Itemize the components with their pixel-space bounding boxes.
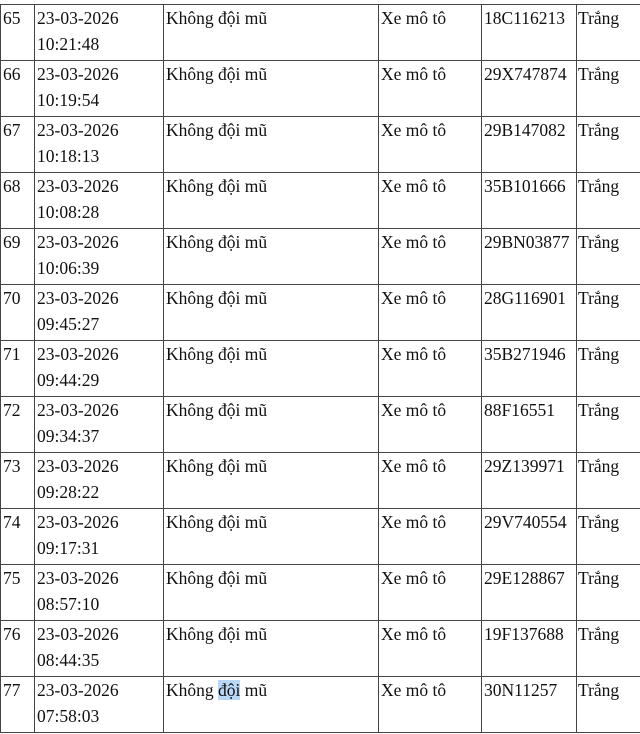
row-number: 67 <box>1 117 35 173</box>
row-number: 66 <box>1 61 35 117</box>
row-number: 71 <box>1 341 35 397</box>
selected-text-highlight[interactable]: đội <box>218 680 241 700</box>
license-plate-cell: 88F16551 <box>482 397 577 453</box>
vehicle-type-cell: Xe mô tô <box>379 5 482 61</box>
row-number: 75 <box>1 565 35 621</box>
date-text: 23-03-2026 <box>37 344 119 364</box>
violation-cell <box>164 677 379 733</box>
date-text: 23-03-2026 <box>37 680 119 700</box>
table-row <box>1 117 640 173</box>
table-row <box>1 229 640 285</box>
timestamp-cell <box>35 117 164 173</box>
license-plate-cell: 35B101666 <box>482 173 577 229</box>
table-row <box>1 5 640 61</box>
row-number: 69 <box>1 229 35 285</box>
violation-cell: Không đội mũ <box>164 453 379 509</box>
time-text: 10:21:48 <box>37 34 100 54</box>
vehicle-type-cell: Xe mô tô <box>379 677 482 733</box>
time-text: 10:08:28 <box>37 202 100 222</box>
row-number: 65 <box>1 5 35 61</box>
table-row <box>1 397 640 453</box>
vehicle-type-cell: Xe mô tô <box>379 117 482 173</box>
table-row <box>1 453 640 509</box>
row-number: 76 <box>1 621 35 677</box>
plate-color-cell: Trắng <box>577 341 640 397</box>
plate-color-cell: Trắng <box>577 509 640 565</box>
vehicle-type-cell: Xe mô tô <box>379 453 482 509</box>
table-row <box>1 565 640 621</box>
plate-color-cell: Trắng <box>577 285 640 341</box>
violation-cell: Không đội mũ <box>164 509 379 565</box>
timestamp-cell <box>35 509 164 565</box>
violation-cell: Không đội mũ <box>164 229 379 285</box>
license-plate-cell: 28G116901 <box>482 285 577 341</box>
vehicle-type-cell: Xe mô tô <box>379 173 482 229</box>
timestamp-cell <box>35 453 164 509</box>
violation-cell: Không đội mũ <box>164 341 379 397</box>
time-text: 10:06:39 <box>37 258 100 278</box>
time-text: 10:19:54 <box>37 90 100 110</box>
violation-text-after: mũ <box>240 680 268 700</box>
timestamp-cell <box>35 677 164 733</box>
plate-color-cell: Trắng <box>577 5 640 61</box>
date-text: 23-03-2026 <box>37 400 119 420</box>
license-plate-cell: 29E128867 <box>482 565 577 621</box>
row-number: 73 <box>1 453 35 509</box>
time-text: 09:17:31 <box>37 538 100 558</box>
table-row <box>1 341 640 397</box>
time-text: 10:18:13 <box>37 146 100 166</box>
vehicle-type-cell: Xe mô tô <box>379 621 482 677</box>
time-text: 09:45:27 <box>37 314 100 334</box>
vehicle-type-cell: Xe mô tô <box>379 509 482 565</box>
timestamp-cell <box>35 5 164 61</box>
plate-color-cell: Trắng <box>577 453 640 509</box>
row-number: 74 <box>1 509 35 565</box>
license-plate-cell: 29Z139971 <box>482 453 577 509</box>
license-plate-cell: 29B147082 <box>482 117 577 173</box>
date-text: 23-03-2026 <box>37 456 119 476</box>
license-plate-cell: 30N11257 <box>482 677 577 733</box>
violation-cell: Không đội mũ <box>164 61 379 117</box>
violation-cell: Không đội mũ <box>164 565 379 621</box>
license-plate-cell: 29X747874 <box>482 61 577 117</box>
date-text: 23-03-2026 <box>37 64 119 84</box>
date-text: 23-03-2026 <box>37 8 119 28</box>
timestamp-cell <box>35 229 164 285</box>
table-row <box>1 285 640 341</box>
plate-color-cell: Trắng <box>577 173 640 229</box>
vehicle-type-cell: Xe mô tô <box>379 341 482 397</box>
date-text: 23-03-2026 <box>37 232 119 252</box>
vehicle-type-cell: Xe mô tô <box>379 61 482 117</box>
violation-table <box>0 4 640 733</box>
table-row <box>1 677 640 733</box>
timestamp-cell <box>35 621 164 677</box>
license-plate-cell: 35B271946 <box>482 341 577 397</box>
violation-cell: Không đội mũ <box>164 117 379 173</box>
timestamp-cell <box>35 61 164 117</box>
violation-cell: Không đội mũ <box>164 173 379 229</box>
date-text: 23-03-2026 <box>37 568 119 588</box>
vehicle-type-cell: Xe mô tô <box>379 397 482 453</box>
table-row <box>1 621 640 677</box>
plate-color-cell: Trắng <box>577 565 640 621</box>
date-text: 23-03-2026 <box>37 176 119 196</box>
timestamp-cell <box>35 173 164 229</box>
date-text: 23-03-2026 <box>37 512 119 532</box>
vehicle-type-cell: Xe mô tô <box>379 565 482 621</box>
timestamp-cell <box>35 397 164 453</box>
timestamp-cell <box>35 565 164 621</box>
row-number: 77 <box>1 677 35 733</box>
violation-cell: Không đội mũ <box>164 285 379 341</box>
date-text: 23-03-2026 <box>37 288 119 308</box>
row-number: 72 <box>1 397 35 453</box>
violation-cell: Không đội mũ <box>164 621 379 677</box>
violation-text-before: Không <box>166 680 219 700</box>
violation-cell: Không đội mũ <box>164 397 379 453</box>
vehicle-type-cell: Xe mô tô <box>379 229 482 285</box>
timestamp-cell <box>35 341 164 397</box>
plate-color-cell: Trắng <box>577 117 640 173</box>
license-plate-cell: 29V740554 <box>482 509 577 565</box>
table-row <box>1 509 640 565</box>
plate-color-cell: Trắng <box>577 677 640 733</box>
plate-color-cell: Trắng <box>577 397 640 453</box>
timestamp-cell <box>35 285 164 341</box>
time-text: 09:44:29 <box>37 370 100 390</box>
date-text: 23-03-2026 <box>37 624 119 644</box>
row-number: 70 <box>1 285 35 341</box>
time-text: 09:34:37 <box>37 426 100 446</box>
license-plate-cell: 19F137688 <box>482 621 577 677</box>
license-plate-cell: 18C116213 <box>482 5 577 61</box>
plate-color-cell: Trắng <box>577 621 640 677</box>
time-text: 08:44:35 <box>37 650 100 670</box>
date-text: 23-03-2026 <box>37 120 119 140</box>
plate-color-cell: Trắng <box>577 229 640 285</box>
time-text: 08:57:10 <box>37 594 100 614</box>
row-number: 68 <box>1 173 35 229</box>
time-text: 09:28:22 <box>37 482 100 502</box>
plate-color-cell: Trắng <box>577 61 640 117</box>
violation-cell: Không đội mũ <box>164 5 379 61</box>
table-row <box>1 61 640 117</box>
vehicle-type-cell: Xe mô tô <box>379 285 482 341</box>
license-plate-cell: 29BN03877 <box>482 229 577 285</box>
time-text: 07:58:03 <box>37 706 100 726</box>
table-row <box>1 173 640 229</box>
